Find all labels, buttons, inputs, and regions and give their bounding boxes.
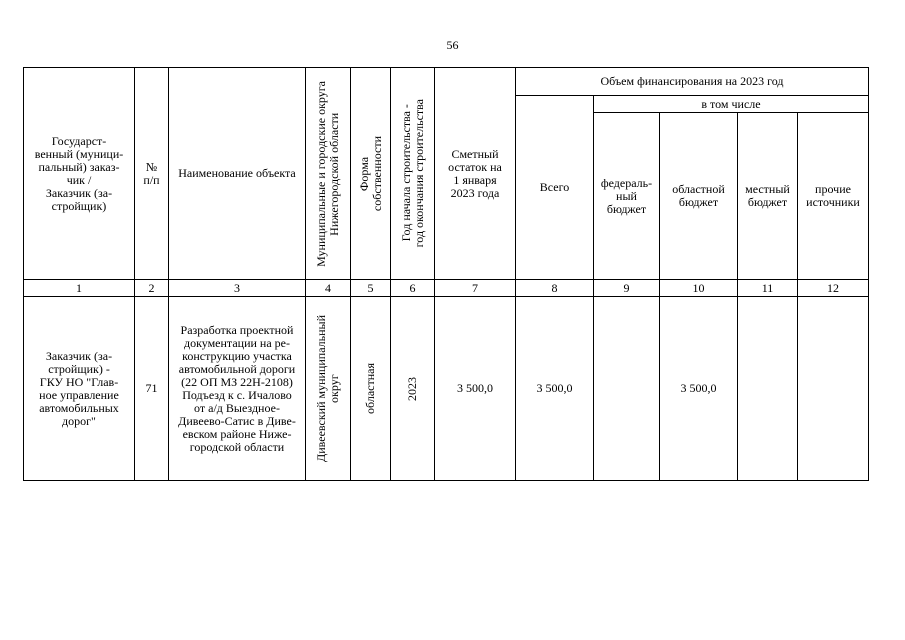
page-number: 56 <box>446 38 459 52</box>
column-number: 10 <box>660 280 738 297</box>
header-including: в том числе <box>594 96 869 113</box>
column-number: 4 <box>306 280 351 297</box>
header-years: Год начала строительства - год окончания строительства <box>391 68 435 280</box>
table-row <box>24 297 869 481</box>
column-number: 8 <box>516 280 594 297</box>
column-number: 9 <box>594 280 660 297</box>
header-other: прочие источники <box>798 113 869 280</box>
header-federal: федераль- ный бюджет <box>594 113 660 280</box>
cell-regional: 3 500,0 <box>660 297 738 481</box>
column-number: 5 <box>351 280 391 297</box>
cell-balance: 3 500,0 <box>435 297 516 481</box>
column-number: 6 <box>391 280 435 297</box>
header-district: Муниципальные и городские округа Нижегородской области <box>306 68 351 280</box>
cell-district: Дивеевский муниципальный округ <box>306 297 351 481</box>
cell-object-name: Разработка проектной документации на ре- конструкцию участка автомобильной дороги (22 ОП МЗ 22Н-2108) Подъезд к с. Ичалово от а/д Выездное- Дивеево-Сатис в Диве- евском районе Ниже- городской области <box>169 297 306 481</box>
cell-other <box>798 297 869 481</box>
cell-local <box>738 297 798 481</box>
cell-row-number: 71 <box>135 297 169 481</box>
header-local: местный бюджет <box>738 113 798 280</box>
cell-ownership: областная <box>351 297 391 481</box>
cell-federal <box>594 297 660 481</box>
column-number: 11 <box>738 280 798 297</box>
financing-table <box>23 67 869 481</box>
header-funding-title: Объем финансирования на 2023 год <box>516 68 869 96</box>
column-number: 7 <box>435 280 516 297</box>
header-total: Всего <box>516 96 594 280</box>
cell-customer: Заказчик (за- стройщик) - ГКУ НО "Глав- ное управление автомобильных дорог" <box>24 297 135 481</box>
column-number: 12 <box>798 280 869 297</box>
column-number-row <box>24 280 869 297</box>
column-number: 3 <box>169 280 306 297</box>
header-balance: Сметный остаток на 1 января 2023 года <box>435 68 516 280</box>
header-customer: Государст- венный (муници- пальный) заказ- чик / Заказчик (за- стройщик) <box>24 68 135 280</box>
header-object-name: Наименование объекта <box>169 68 306 280</box>
header-regional: областной бюджет <box>660 113 738 280</box>
column-number: 2 <box>135 280 169 297</box>
cell-total: 3 500,0 <box>516 297 594 481</box>
column-number: 1 <box>24 280 135 297</box>
cell-years: 2023 <box>391 297 435 481</box>
header-ownership: Форма собственности <box>351 68 391 280</box>
header-row-number: № п/п <box>135 68 169 280</box>
